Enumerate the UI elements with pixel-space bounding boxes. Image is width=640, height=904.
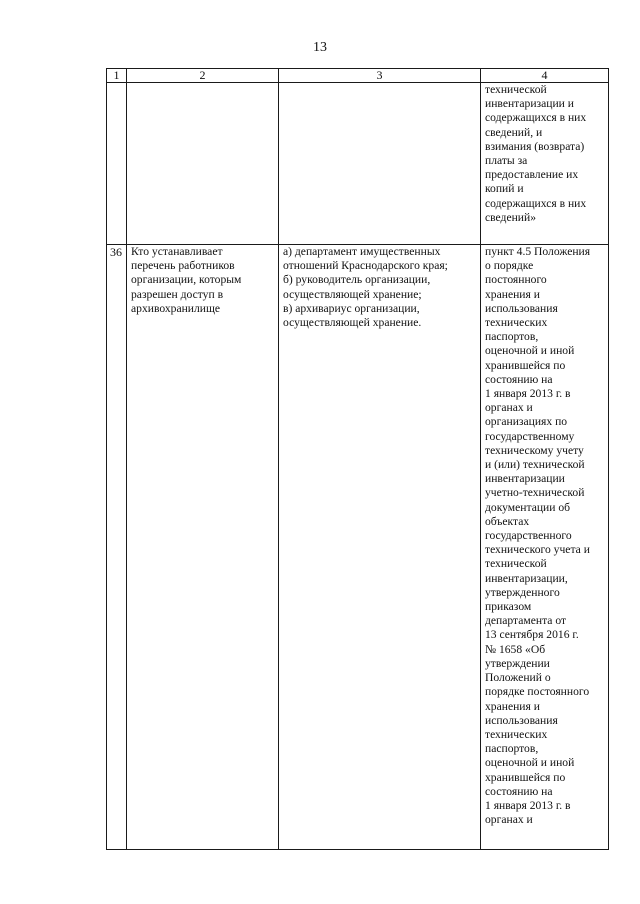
question-cell xyxy=(127,245,279,850)
answer-options-cell xyxy=(279,245,481,850)
text-line: органах и xyxy=(485,401,533,415)
text-line: перечень работников xyxy=(131,259,235,273)
text-line: Кто устанавливает xyxy=(131,245,223,258)
text-line: инвентаризации и xyxy=(485,97,574,111)
text-line: архивохранилище xyxy=(131,301,221,315)
header-col-1: 1 xyxy=(107,69,127,83)
text-line: состоянию на xyxy=(485,784,553,798)
text-line: документации об xyxy=(485,500,571,514)
text-line: оценочной и иной xyxy=(485,756,575,770)
text-line: органах и xyxy=(485,813,533,827)
text-line: оценочной и иной xyxy=(485,344,575,358)
legal-reference-cell xyxy=(481,245,609,850)
text-line: паспортов, xyxy=(485,742,539,756)
text-line: технической xyxy=(485,83,547,96)
text-line: в) архивариус организации, xyxy=(283,301,420,315)
text-line: № 1658 «Об xyxy=(485,642,546,656)
cont-cell-1 xyxy=(107,83,127,245)
text-line: организациях по xyxy=(485,415,568,429)
text-line: 1 января 2013 г. в xyxy=(485,387,571,401)
text-line: осуществляющей хранение. xyxy=(283,316,422,330)
text-line: постоянного xyxy=(485,273,547,287)
document-table xyxy=(106,68,609,850)
header-col-2: 2 xyxy=(127,69,279,83)
text-line: о порядке xyxy=(485,259,534,273)
page-number: 13 xyxy=(313,40,327,55)
header-col-3: 3 xyxy=(279,69,481,83)
row-number: 36 xyxy=(107,245,127,850)
text-line: и (или) технической xyxy=(485,458,585,472)
text-line: приказом xyxy=(485,600,532,614)
text-line: хранения и xyxy=(485,287,540,301)
text-line: 1 января 2013 г. в xyxy=(485,798,571,812)
text-line: хранившейся по xyxy=(485,770,566,784)
text-line: технических xyxy=(485,727,548,741)
text-line: хранения и xyxy=(485,699,540,713)
text-line: содержащихся в них xyxy=(485,196,587,210)
text-line: паспортов, xyxy=(485,330,539,344)
cont-cell-2 xyxy=(127,83,279,245)
text-line: государственному xyxy=(485,429,575,443)
table-header-row xyxy=(107,69,609,83)
cont-cell-3 xyxy=(279,83,481,245)
text-line: предоставление их xyxy=(485,168,579,182)
text-line: техническому учету xyxy=(485,443,584,457)
text-line: утверждении xyxy=(485,656,550,670)
text-line: организации, которым xyxy=(131,273,242,287)
table-row-36 xyxy=(107,245,609,850)
text-line: государственного xyxy=(485,529,572,543)
table-row-continuation xyxy=(107,83,609,245)
text-line: 13 сентября 2016 г. xyxy=(485,628,579,642)
text-line: использования xyxy=(485,301,558,315)
text-line: Положений о xyxy=(485,671,551,685)
text-line: отношений Краснодарского края; xyxy=(283,259,448,273)
text-line: состоянию на xyxy=(485,372,553,386)
text-line: технических xyxy=(485,316,548,330)
text-line: взимания (возврата) xyxy=(485,139,585,153)
text-line: а) департамент имущественных xyxy=(283,245,441,258)
text-line: порядке постоянного xyxy=(485,685,590,699)
text-line: б) руководитель организации, xyxy=(283,273,431,287)
text-line: утвержденного xyxy=(485,585,560,599)
text-line: платы за xyxy=(485,154,528,168)
text-line: инвентаризации xyxy=(485,472,565,486)
text-line: технического учета и xyxy=(485,543,590,557)
header-col-4: 4 xyxy=(481,69,609,83)
text-line: осуществляющей хранение; xyxy=(283,287,422,301)
text-line: хранившейся по xyxy=(485,358,566,372)
text-line: использования xyxy=(485,713,558,727)
text-line: разрешен доступ в xyxy=(131,287,224,301)
text-line: учетно-технической xyxy=(485,486,585,500)
text-line: пункт 4.5 Положения xyxy=(485,245,591,258)
text-line: департамента от xyxy=(485,614,567,628)
text-line: содержащихся в них xyxy=(485,111,587,125)
text-line: инвентаризации, xyxy=(485,571,568,585)
text-line: сведений» xyxy=(485,210,536,224)
text-line: объектах xyxy=(485,514,530,528)
text-line: сведений, и xyxy=(485,125,543,139)
text-line: копий и xyxy=(485,182,524,196)
text-line: технической xyxy=(485,557,547,571)
cont-cell-4 xyxy=(481,83,609,245)
